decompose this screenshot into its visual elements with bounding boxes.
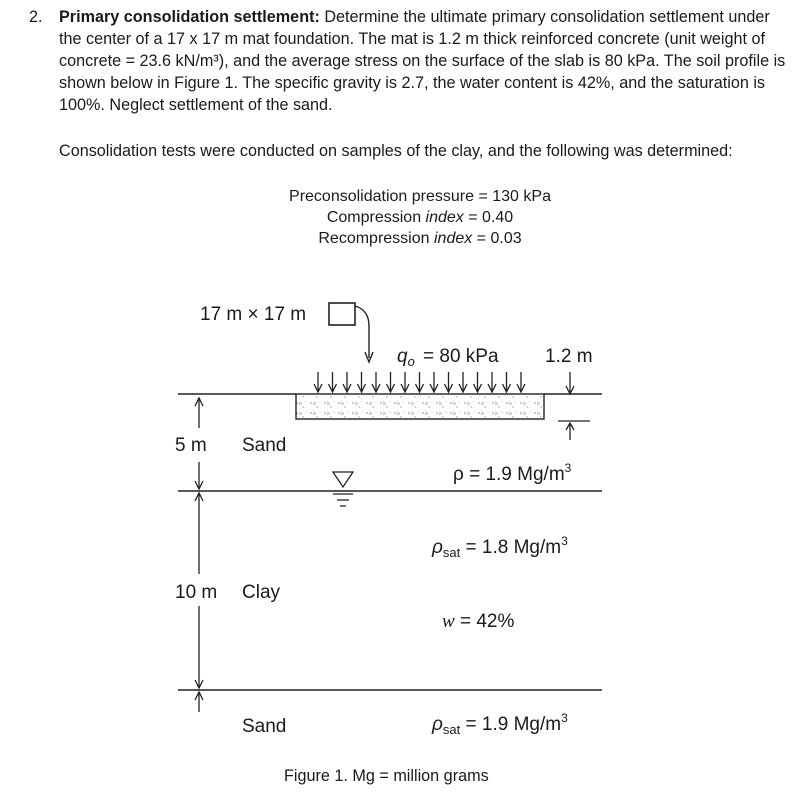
compression-index: Compression index = 0.40 bbox=[326, 209, 514, 226]
problem-title: Primary consolidation settlement: bbox=[59, 8, 320, 26]
mat-thickness-label: 1.2 m bbox=[545, 346, 593, 367]
load-symbol: $q_o$ bbox=[397, 346, 415, 369]
distributed-load-arrows bbox=[314, 372, 525, 392]
clay-label: Clay bbox=[242, 582, 281, 603]
sand-bottom-label: Sand bbox=[242, 716, 287, 737]
load-value: = 80 kPa bbox=[423, 346, 499, 367]
clay-density: $\rho_{sat} = 1.8$ $Mg/m^3$ bbox=[432, 534, 568, 560]
recompression-index: Recompression index = 0.03 bbox=[318, 230, 522, 247]
problem-body: Determine the ultimate primary consolidation settlement under the center of a 17 x 17 m mat foundation. The mat is 1.2 m thick reinforced concrete (unit weight of concrete = 23.6 kN/m³), and the average stress on the surface of the slab is 80 kPa. The soil profile is shown below in Figure 1. The specific gravity is 2.7, the water content is 42%, and the saturation is 100%. Neglect settlement of the sand. bbox=[59, 8, 786, 114]
sand-top-label: Sand bbox=[242, 435, 287, 456]
problem-number: 2. bbox=[29, 8, 43, 26]
footing-size-label: 17 m × 17 m bbox=[200, 304, 307, 325]
sand-top-density: ρ = 1.9 $Mg/m^3$ bbox=[453, 461, 572, 485]
clay-water-content: w = 42% bbox=[442, 611, 515, 632]
footing-plan-box bbox=[329, 303, 355, 325]
sand-bottom-density: $\rho_{sat} = 1.9$ $Mg/m^3$ bbox=[432, 711, 568, 737]
figure-caption: Figure 1. Mg = million grams bbox=[284, 767, 489, 785]
sand-top-thickness: 5 m bbox=[175, 435, 207, 456]
water-table-symbol bbox=[333, 472, 353, 506]
mat-foundation bbox=[296, 394, 544, 419]
consolidation-intro: Consolidation tests were conducted on samples of the clay, and the following was determined: bbox=[59, 142, 733, 160]
footing-leader-line bbox=[355, 306, 369, 358]
clay-thickness: 10 m bbox=[175, 582, 218, 603]
preconsolidation-pressure: Preconsolidation pressure = 130 kPa bbox=[289, 188, 551, 205]
